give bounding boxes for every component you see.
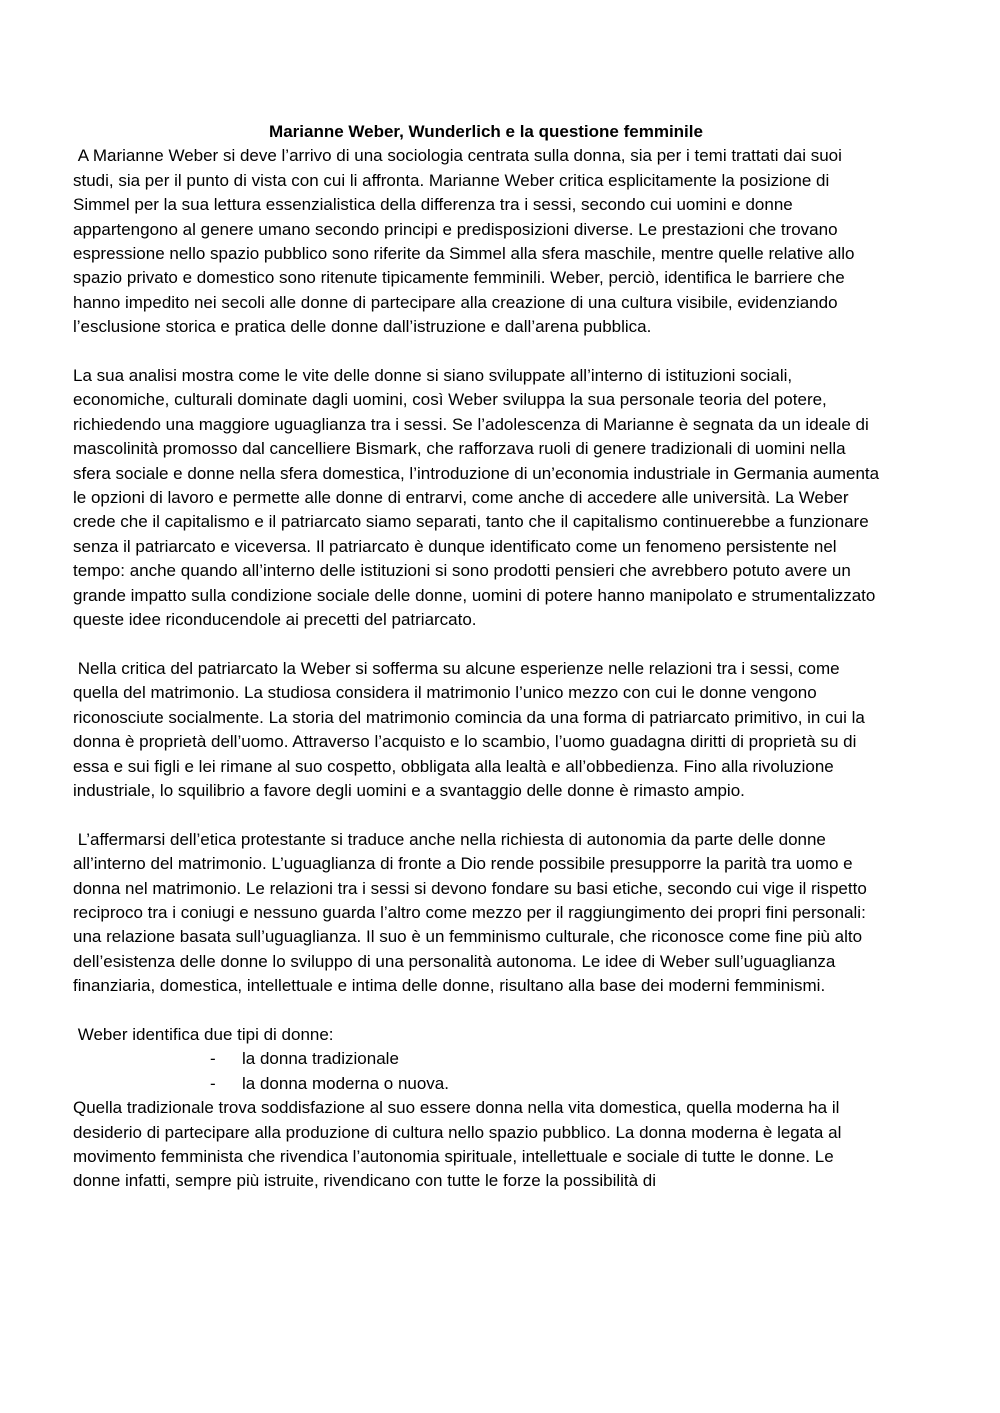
paragraph-types-intro: Weber identifica due tipi di donne:	[73, 1024, 334, 1044]
paragraph-marriage: Nella critica del patriarcato la Weber si sofferma su alcune esperienze nelle relazioni tra i sessi, come quella del matrimonio. La studiosa considera il matrimonio l’unico mezzo con cui le donne vengono riconosciute socialmente. La storia del matrimonio comincia da una forma di patriarcato primitivo, in cui la donna è proprietà dell’uomo. Attraverso l’acquisto e lo scambio, l’uomo guadagna diritti di proprietà su di essa e sui figli e lei rimane al suo cospetto, obbligata alla lealtà e all’obbedienza. Fino alla rivoluzione industriale, lo squilibrio a favore degli uomini e a svantaggio delle donne è rimasto ampio.	[73, 658, 870, 800]
document-title: Marianne Weber, Wunderlich e la questione femminile	[269, 122, 703, 141]
paragraph-protestant-ethic: L’affermarsi dell’etica protestante si traduce anche nella richiesta di autonomia da parte delle donne all’interno del matrimonio. L’uguaglianza di fronte a Dio rende possibile presupporre la parità tra uomo e donna nel matrimonio. Le relazioni tra i sessi si devono fondare su basi etiche, secondo cui vige il rispetto reciproco tra i coniugi e nessuno guarda l’altro come mezzo per il raggiungimento dei propri fini personali: una relazione basata sull’uguaglianza. Il suo è un femminismo culturale, che riconosce come fine più alto dell’esistenza delle donne lo sviluppo di una personalità autonoma. Le idee di Weber sull’uguaglianza finanziaria, domestica, intellettuale e intima delle donne, risultano alla base dei moderni femminismi.	[73, 829, 872, 996]
list-dash: -	[210, 1049, 216, 1069]
document-page	[73, 120, 885, 1194]
list-item	[73, 1047, 885, 1071]
paragraph-spacer	[73, 999, 885, 1023]
paragraph-analysis: La sua analisi mostra come le vite delle donne si siano sviluppate all’interno di istituzioni sociali, economiche, culturali dominate dagli uomini, così Weber sviluppa la sua personale teoria del potere, richiedendo una maggiore uguaglianza tra i sessi. Se l’adolescenza di Marianne è segnata da un ideale di mascolinità promosso dal cancelliere Bismark, che rafforzava ruoli di genere tradizionali di uomini nella sfera sociale e donne nella sfera domestica, l’introduzione di un’economia industriale in Germania aumenta le opzioni di lavoro e permette alle donne di entrarvi, come anche di accedere alle università. La Weber crede che il capitalismo e il patriarcato siamo separati, tanto che il capitalismo continuerebbe a funzionare senza il patriarcato e viceversa. Il patriarcato è dunque identificato come un fenomeno persistente nel tempo: anche quando all’interno delle istituzioni si sono prodotti pensieri che avrebbero potuto avere un grande impatto sulla condizione sociale delle donne, uomini di potere hanno manipolato e strumentalizzato queste idee riconducendole ai precetti del patriarcato.	[73, 366, 880, 630]
women-types-list	[73, 1047, 885, 1096]
paragraph-intro: A Marianne Weber si deve l’arrivo di una sociologia centrata sulla donna, sia per i temi trattati dai suoi studi, sia per il punto di vista con cui li affronta. Marianne Weber critica esplicitamente la posizione di Simmel per la sua lettura essenzialistica della differenza tra i sessi, secondo cui uomini e donne appartengono al genere umano secondo principi e predisposizioni diverse. Le prestazioni che trovano espressione nello spazio pubblico sono riferite da Simmel alla sfera maschile, mentre quelle relative allo spazio privato e domestico sono ritenute tipicamente femminili. Weber, perciò, identifica le barriere che hanno impedito nei secoli alle donne di partecipare alla creazione di una cultura visibile, evidenziando l’esclusione storica e pratica delle donne dall’istruzione e dall’arena pubblica.	[73, 146, 860, 337]
paragraph-spacer	[73, 633, 885, 657]
list-item-text: la donna moderna o nuova.	[242, 1073, 449, 1093]
paragraph-closing: Quella tradizionale trova soddisfazione al suo essere donna nella vita domestica, quella moderna ha il desiderio di partecipare alla produzione di cultura nello spazio pubblico. La donna moderna è legata al movimento femminista che rivendica l’autonomia spirituale, intellettuale e sociale di tutte le donne. Le donne infatti, sempre più istruite, rivendicano con tutte le forze la possibilità di	[73, 1098, 842, 1191]
list-item-text: la donna tradizionale	[242, 1049, 399, 1069]
list-dash: -	[210, 1073, 216, 1093]
paragraph-spacer	[73, 340, 885, 364]
paragraph-spacer	[73, 803, 885, 827]
list-item	[73, 1072, 885, 1096]
